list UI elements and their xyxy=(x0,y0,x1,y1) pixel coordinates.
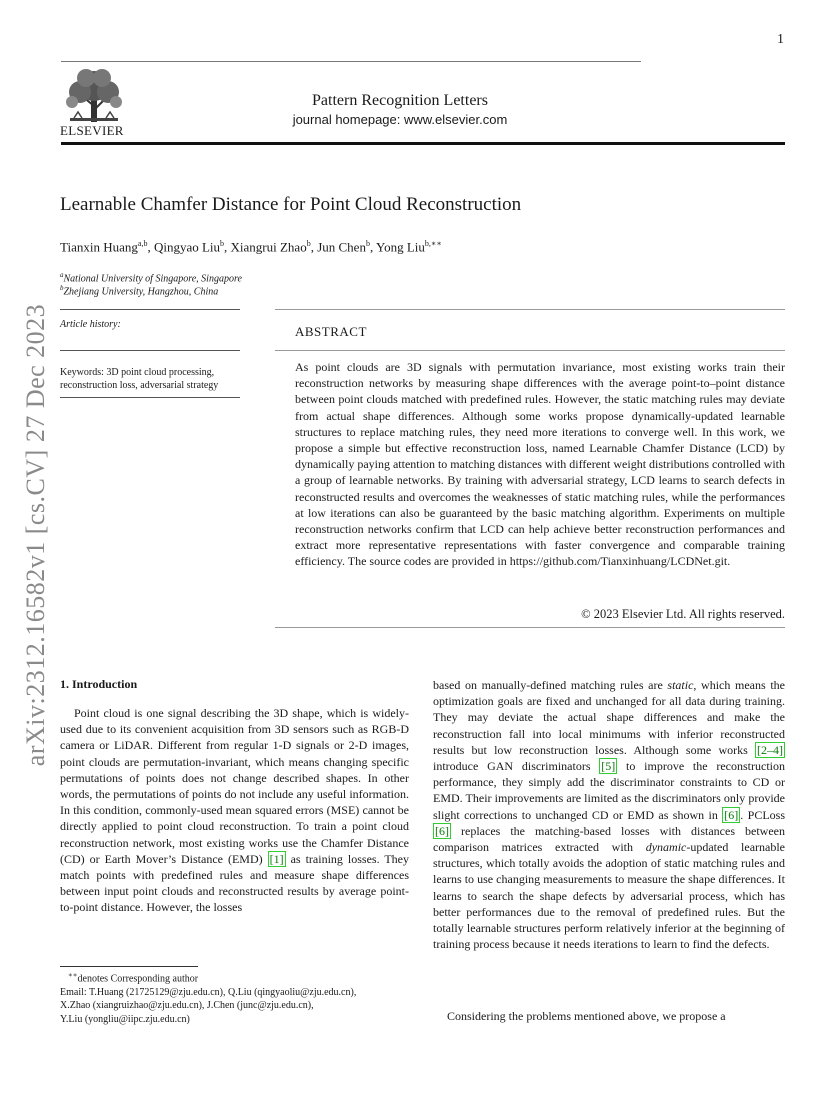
affiliation-mark: a xyxy=(60,271,64,279)
abstract-body: As point clouds are 3D signals with permutation invariance, most existing works train their reconstruction networks by measuring shape differences with the average point-to–point distance between point clouds matched with predefined rules. However, the static matching rules may deviate from actual shape differences. Although some works propose dynamically-updated learnable structures to replace matching rules, they need more iterations to converge well. In this work, we propose a simple but effective reconstruction loss, named Learnable Chamfer Distance (LCD) by dynamically paying attention to matching distances with different weight distributions controlled with a group of learnable networks. By training with adversarial strategy, LCD learns to search defects in reconstructed results and overcomes the weaknesses of static matching rules, while the performances at low iterations can also be guaranteed by the basic matching algorithm. Experiments on multiple reconstruction networks confirm that LCD can help achieve better reconstruction performances and extract more representative representations with faster convergence and comparable training efficiency. The source codes are provided in https://github.com/Tianxinhuang/LCDNet.git. xyxy=(295,360,786,569)
author-name: Jun Chen xyxy=(317,239,366,255)
arxiv-id: arXiv:2312.16582v1 [cs.CV] 27 Dec 2023 xyxy=(21,303,50,767)
top-rule xyxy=(61,61,641,62)
paragraph-text: Point cloud is one signal describing the 3D shape, which is widely-used due to its convenient acquisition from 3D sensors such as RGB-D camera or LiDAR. Different from regular 1-D signals or 2-D images, point clouds are permutation-invariant, which means changing specific permutations of points does not change described shapes. In other words, the permutations of points do not include any useful information. In this condition, commonly-used mean squared errors (MSE) cannot be directly applied to point cloud reconstruction. To train a point cloud reconstruction network, most existing works use the Chamfer Distance (CD) or Earth Mover’s Distance (EMD) xyxy=(60,706,409,866)
author-affiliation-mark: b,∗∗ xyxy=(424,239,442,248)
affiliation-text: National University of Singapore, Singapore xyxy=(63,273,242,285)
keywords-line-2: reconstruction loss, adversarial strategy xyxy=(60,380,219,391)
footnote xyxy=(60,969,409,1026)
citation-link[interactable]: [2–4] xyxy=(757,742,783,757)
author-affiliation-mark: b xyxy=(306,239,311,248)
affiliation-mark: b xyxy=(60,284,64,292)
author-name: Xiangrui Zhao xyxy=(230,239,307,255)
paragraph-text: based on manually-defined matching rules are xyxy=(433,678,668,692)
affiliation-b xyxy=(60,284,218,297)
citation-link[interactable]: [6] xyxy=(435,823,449,838)
footnote-line xyxy=(60,969,409,986)
affiliation-text: Zhejiang University, Hangzhou, China xyxy=(63,286,219,298)
intro-left-paragraph xyxy=(60,705,409,916)
author-name: Qingyao Liu xyxy=(153,239,221,255)
author-affiliation-mark: b xyxy=(365,239,370,248)
front-matter-rule xyxy=(60,309,240,310)
paragraph-text: , which means the optimization goals are fixed and unchanged for all data during training. They may deviate the actual shape differences and make the reconstruction fall into local minimums with inferior reconstructed results but low reconstruction losses. Although some works xyxy=(433,678,785,757)
abstract-heading: ABSTRACT xyxy=(295,324,367,339)
citation-link[interactable]: [6] xyxy=(724,807,739,822)
abstract-heading-rule xyxy=(275,350,785,351)
publisher-name: ELSEVIER xyxy=(60,123,124,138)
front-matter-rule xyxy=(60,397,240,398)
section-heading-introduction: 1. Introduction xyxy=(60,677,138,691)
footnote-mark: ∗∗ xyxy=(68,971,78,979)
paper-title: Learnable Chamfer Distance for Point Cloud Reconstruction xyxy=(60,194,522,215)
paragraph-text: . PCLoss xyxy=(740,807,785,822)
citation-link[interactable]: [1] xyxy=(269,851,284,866)
intro-right-paragraph-2: Considering the problems mentioned above, we propose a xyxy=(447,1009,726,1023)
affiliation-a xyxy=(60,271,242,284)
author-name: Tianxin Huang xyxy=(60,239,138,255)
paragraph-text: -updated learnable structures, which totally avoids the adoption of static matching rules and learns to use changing measurements to measure the shape differences. It learns to search the shape defects by adversarial process, which has better performances due to the removal of predefined rules. But the totally learnable structures perform relatively inferior at the beginning of training process because it needs iterations to learn to find the defects. xyxy=(433,840,786,952)
abstract-top-rule xyxy=(275,309,785,310)
article-history-label: Article history: xyxy=(60,319,121,330)
author-affiliation-mark: a,b xyxy=(137,239,148,248)
keywords-line-1: Keywords: 3D point cloud processing, xyxy=(60,367,215,378)
journal-name: Pattern Recognition Letters xyxy=(312,92,488,109)
author-separator: , xyxy=(310,239,318,255)
abstract-bottom-rule xyxy=(275,627,785,628)
author-separator: , xyxy=(369,239,376,255)
author-affiliation-mark: b xyxy=(220,239,225,248)
journal-homepage: journal homepage: www.elsevier.com xyxy=(292,112,508,127)
front-matter-rule xyxy=(60,350,240,351)
author-name: Yong Liu xyxy=(375,239,425,255)
footnote-rule xyxy=(60,966,198,967)
author-list xyxy=(60,239,442,255)
emphasis-text: static xyxy=(667,678,694,692)
intro-right-paragraph xyxy=(433,677,785,952)
author-separator: , xyxy=(224,239,231,255)
footnote-line: Email: T.Huang (21725129@zju.edu.cn), Q.Liu (qingyaoliu@zju.edu.cn), xyxy=(60,986,357,998)
emphasis-text: dynamic xyxy=(645,840,687,855)
footnote-text: denotes Corresponding author xyxy=(77,973,199,985)
footnote-line: Y.Liu (yongliu@iipc.zju.edu.cn) xyxy=(60,1013,190,1025)
paragraph-text: replaces the matching-based losses with distances between comparison matrices extracted with xyxy=(433,823,785,855)
header-rule xyxy=(61,142,785,145)
footnote-line: X.Zhao (xiangruizhao@zju.edu.cn), J.Chen (junc@zju.edu.cn), xyxy=(60,1000,314,1012)
citation-link[interactable]: [5] xyxy=(601,759,616,774)
author-separator: , xyxy=(147,239,154,255)
paragraph-text: introduce GAN discriminators xyxy=(433,759,600,774)
copyright-notice: © 2023 Elsevier Ltd. All rights reserved. xyxy=(581,607,785,621)
paragraph-text: to improve the reconstruction performance, they simply add the discriminator constraints to CD or EMD. Their improvements are limited as the discriminators only provide slight corrections to unchanged CD or EMD as shown in xyxy=(433,759,785,822)
page-number: 1 xyxy=(777,32,784,47)
paragraph-text: as training losses. They match points with predefined rules and measure shape differences between input point clouds and reconstructed results by average point-to-point distance. However, the losses xyxy=(60,851,409,915)
